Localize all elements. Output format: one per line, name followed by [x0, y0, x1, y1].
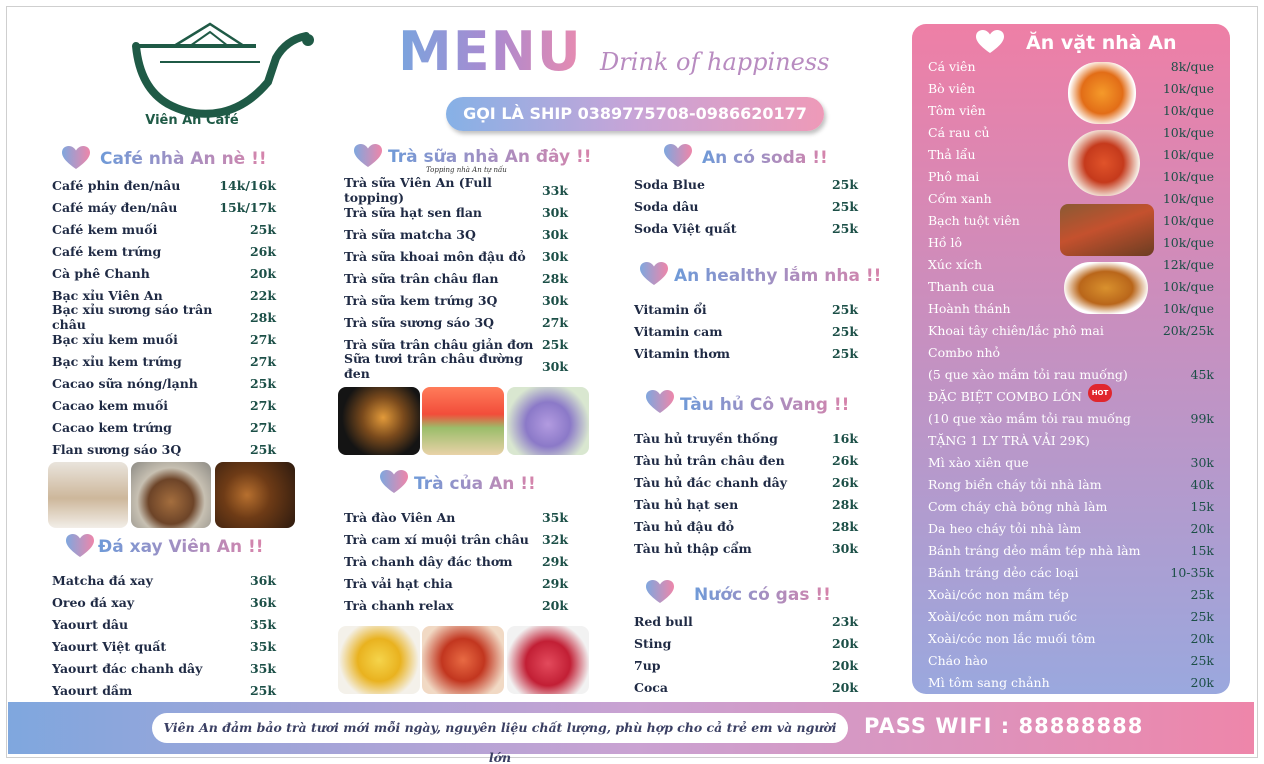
section-title-gas: Nước có gas !!	[694, 585, 831, 605]
menu-item	[52, 416, 276, 438]
menu-item	[344, 506, 568, 528]
trasua-photo-2	[422, 387, 504, 455]
item-name: Cacao kem trứng	[52, 419, 172, 435]
menu-item	[344, 351, 568, 381]
item-name: Bạc xỉu kem muối	[52, 331, 178, 347]
item-name: Cacao kem muối	[52, 397, 169, 413]
item-price: 35k	[249, 638, 276, 654]
tra-photo-1	[338, 626, 420, 694]
item-price: 30k	[541, 292, 568, 308]
footer-note: Viên An đảm bảo trà tươi mới mỗi ngày, nguyên liệu chất lượng, phù hợp cho cả trẻ em và người lớn	[152, 713, 848, 743]
item-name: Bò viên	[928, 80, 976, 96]
heart-icon	[354, 144, 382, 168]
menu-item	[928, 671, 1214, 693]
trasua-photo-1	[338, 387, 420, 455]
healthy-list	[634, 298, 858, 364]
item-price: 20k	[831, 679, 858, 695]
menu-item	[634, 342, 858, 364]
menu-item	[634, 173, 858, 195]
item-price: 36k	[249, 572, 276, 588]
item-price: 27k	[541, 314, 568, 330]
item-price: 25k	[249, 441, 276, 457]
item-name: Matcha đá xay	[52, 572, 153, 588]
item-name: Trà sữa khoai môn đậu đỏ	[344, 248, 526, 264]
item-price: 25k	[541, 336, 568, 352]
item-price: 26k	[831, 474, 858, 490]
item-name: Bạc xỉu Viên An	[52, 287, 163, 303]
item-price: 15k	[1190, 542, 1214, 558]
section-title-tauhu: Tàu hủ Cô Vang !!	[680, 395, 850, 415]
item-name: Cacao sữa nóng/lạnh	[52, 375, 198, 391]
menu-item	[344, 267, 568, 289]
cafe-photo-3	[215, 462, 295, 528]
item-name: Bạc xỉu kem trứng	[52, 353, 182, 369]
item-price: 35k	[249, 616, 276, 632]
menu-item	[928, 495, 1214, 517]
item-price: 33k	[541, 182, 568, 198]
menu-item	[928, 583, 1214, 605]
menu-item	[928, 429, 1214, 451]
item-price: 30k	[541, 226, 568, 242]
item-name: Trà chanh dây đác thơm	[344, 553, 513, 569]
item-price: 8k/que	[1170, 58, 1214, 74]
menu-item	[928, 55, 1214, 77]
item-name: Thanh cua	[928, 278, 995, 294]
heart-white-icon	[976, 30, 1004, 54]
wifi-password: PASS WIFI : 88888888	[864, 714, 1144, 738]
item-name: Hoành thánh	[928, 300, 1011, 316]
item-price: 20k	[1190, 520, 1214, 536]
item-price: 25k	[831, 176, 858, 192]
item-name: Tàu hủ hạt sen	[634, 496, 739, 512]
gas-list	[634, 610, 858, 698]
item-price: 25k	[249, 375, 276, 391]
item-price: 29k	[541, 553, 568, 569]
item-name: Tàu hủ đác chanh dây	[634, 474, 788, 490]
item-name: Soda Blue	[634, 176, 705, 192]
item-price: 10k/que	[1162, 278, 1214, 294]
item-price: 30k	[541, 204, 568, 220]
menu-item	[52, 635, 276, 657]
item-price: 10k/que	[1162, 190, 1214, 206]
item-name: Trà sữa Viên An (Full topping)	[344, 175, 492, 205]
item-price: 40k	[1190, 476, 1214, 492]
tra-photo-2	[422, 626, 504, 694]
item-price: 20k	[1190, 630, 1214, 646]
item-price: 14k/16k	[219, 177, 276, 193]
heart-icon	[66, 534, 94, 558]
item-name: Vitamin thơm	[634, 345, 730, 361]
heart-icon	[380, 470, 408, 494]
menu-item	[344, 528, 568, 550]
item-name: Cá viên	[928, 58, 976, 74]
item-price: 10k/que	[1162, 80, 1214, 96]
menu-item	[634, 493, 858, 515]
item-price: 26k	[831, 452, 858, 468]
item-name: Sting	[634, 635, 672, 651]
item-name: Café phin đen/nâu	[52, 177, 181, 193]
item-price: 27k	[249, 419, 276, 435]
item-price: 10k/que	[1162, 234, 1214, 250]
soda-list	[634, 173, 858, 239]
item-name: Trà chanh relax	[344, 597, 454, 613]
menu-item	[52, 262, 276, 284]
item-name: Rong biển cháy tỏi nhà làm	[928, 476, 1102, 492]
item-name: Red bull	[634, 613, 693, 629]
menu-item	[634, 515, 858, 537]
hot-badge: HOT	[1088, 384, 1112, 402]
item-name: Trà sữa matcha 3Q	[344, 226, 476, 242]
topping-note: Topping nhà An tự nấu	[426, 166, 507, 174]
item-price: 25k	[831, 301, 858, 317]
item-name: Trà sữa kem trứng 3Q	[344, 292, 498, 308]
menu-item	[928, 627, 1214, 649]
tra-photo-3	[507, 626, 589, 694]
menu-item	[634, 195, 858, 217]
item-name: Thả lẩu	[928, 146, 976, 162]
item-price: 25k	[249, 682, 276, 698]
item-price: 10k/que	[1162, 102, 1214, 118]
menu-item	[634, 676, 858, 698]
menu-item	[52, 613, 276, 635]
item-name: Coca	[634, 679, 668, 695]
menu-item	[52, 174, 276, 196]
item-name: Café kem trứng	[52, 243, 162, 259]
item-name: Mì xào xiên que	[928, 454, 1029, 470]
item-name: Cốm xanh	[928, 190, 992, 206]
item-name: Xoài/cóc non mắm tép	[928, 586, 1069, 602]
item-price: 20k	[831, 635, 858, 651]
item-name: Yaourt Việt quất	[52, 638, 167, 654]
menu-item	[344, 245, 568, 267]
heart-icon	[62, 146, 90, 170]
section-title-tra: Trà của An !!	[414, 474, 536, 494]
heart-icon	[640, 262, 668, 286]
menu-item	[928, 407, 1214, 429]
item-price: 20k	[1190, 674, 1214, 690]
item-name: Trà đào Viên An	[344, 509, 456, 525]
menu-item	[344, 572, 568, 594]
section-title-anvat: Ăn vặt nhà An	[1026, 32, 1177, 54]
item-price: 10k/que	[1162, 212, 1214, 228]
item-name: Cháo hào	[928, 652, 988, 668]
item-price: 27k	[249, 331, 276, 347]
menu-item	[52, 302, 276, 332]
menu-item	[344, 594, 568, 616]
item-name: (10 que xào mắm tỏi rau muống	[928, 410, 1131, 426]
item-name: Tàu hủ thập cẩm	[634, 540, 752, 556]
menu-item	[634, 298, 858, 320]
ship-phone-banner[interactable]: GỌI LÀ SHIP 0389775708-0986620177	[446, 97, 824, 131]
menu-item	[928, 473, 1214, 495]
menu-item	[634, 610, 858, 632]
item-name: Sữa tươi trân châu đường đen	[344, 351, 523, 381]
item-price: 27k	[249, 353, 276, 369]
item-name: Trà vải hạt chia	[344, 575, 453, 591]
item-name: Cơm cháy chà bông nhà làm	[928, 498, 1108, 514]
item-name: Trà sữa sương sáo 3Q	[344, 314, 495, 330]
menu-item	[52, 218, 276, 240]
menu-item	[52, 679, 276, 701]
menu-item	[928, 539, 1214, 561]
menu-title: MENU	[398, 20, 582, 83]
item-name: Flan sương sáo 3Q	[52, 441, 182, 457]
item-price: 10k/que	[1162, 300, 1214, 316]
item-name: Café kem muối	[52, 221, 158, 237]
menu-item	[634, 537, 858, 559]
item-price: 20k	[831, 657, 858, 673]
menu-item	[344, 311, 568, 333]
item-name: Bánh tráng dẻo các loại	[928, 564, 1079, 580]
menu-item	[52, 350, 276, 372]
item-name: Bạch tuột viên	[928, 212, 1020, 228]
section-title-healthy: An healthy lắm nha !!	[674, 266, 882, 286]
menu-item	[52, 591, 276, 613]
item-name: Yaourt đác chanh dây	[52, 660, 203, 676]
item-name: Phô mai	[928, 168, 980, 184]
section-title-daxay: Đá xay Viên An !!	[98, 537, 264, 557]
item-name: Vitamin cam	[634, 323, 723, 339]
menu-item	[344, 175, 568, 205]
item-price: 28k	[249, 309, 276, 325]
item-price: 10-35k	[1170, 564, 1214, 580]
item-price: 28k	[831, 496, 858, 512]
menu-item	[344, 289, 568, 311]
trasua-photo-3	[507, 387, 589, 455]
brand-name: Viên An Café	[145, 113, 239, 128]
item-price: 20k	[249, 265, 276, 281]
item-price: 10k/que	[1162, 124, 1214, 140]
menu-item	[634, 217, 858, 239]
menu-item	[928, 649, 1214, 671]
item-price: 15k/17k	[219, 199, 276, 215]
item-name: Combo nhỏ	[928, 344, 1001, 360]
trasua-list	[344, 175, 568, 381]
menu-item	[344, 223, 568, 245]
item-name: Café máy đen/nâu	[52, 199, 178, 215]
item-name: Trà sữa trân châu giản đơn	[344, 336, 534, 352]
item-name: Bánh tráng dẻo mắm tép nhà làm	[928, 542, 1141, 558]
menu-item	[928, 121, 1214, 143]
item-price: 36k	[249, 594, 276, 610]
item-price: 20k	[541, 597, 568, 613]
menu-item	[52, 394, 276, 416]
item-name: Xoài/cóc non lắc muối tôm	[928, 630, 1096, 646]
menu-item	[928, 385, 1214, 407]
item-price: 27k	[249, 397, 276, 413]
item-name: Da heo cháy tỏi nhà làm	[928, 520, 1082, 536]
item-name: Tàu hủ trân châu đen	[634, 452, 785, 468]
menu-item	[52, 569, 276, 591]
menu-item	[928, 561, 1214, 583]
item-name: Soda dâu	[634, 198, 699, 214]
item-price: 25k	[249, 221, 276, 237]
item-name: Cá rau củ	[928, 124, 990, 140]
item-price: 25k	[1190, 608, 1214, 624]
item-price: 29k	[541, 575, 568, 591]
item-price: 25k	[831, 220, 858, 236]
item-name: Hồ lô	[928, 234, 963, 250]
item-price: 25k	[1190, 586, 1214, 602]
item-price: 25k	[1190, 652, 1214, 668]
heart-icon	[646, 580, 674, 604]
menu-item	[928, 605, 1214, 627]
section-title-soda: An có soda !!	[702, 148, 828, 168]
item-name: Trà sữa hạt sen flan	[344, 204, 483, 220]
item-name: Khoai tây chiên/lắc phô mai	[928, 322, 1104, 338]
item-price: 99k	[1190, 410, 1214, 426]
item-name: (5 que xào mắm tỏi rau muống)	[928, 366, 1128, 382]
item-price: 23k	[831, 613, 858, 629]
cafe-photo-2	[131, 462, 211, 528]
cafe-photo-1	[48, 462, 128, 528]
item-name: Yaourt dầm	[52, 682, 133, 698]
item-price: 28k	[541, 270, 568, 286]
item-name: Trà sữa trân châu flan	[344, 270, 499, 286]
item-price: 22k	[249, 287, 276, 303]
section-title-cafe: Café nhà An nè !!	[100, 149, 267, 169]
section-title-trasua: Trà sữa nhà An đây !!	[388, 147, 592, 167]
item-name: Tàu hủ đậu đỏ	[634, 518, 735, 534]
menu-item	[928, 319, 1214, 341]
item-name: Soda Việt quất	[634, 220, 737, 236]
menu-item	[928, 451, 1214, 473]
item-name: Xúc xích	[928, 256, 983, 272]
item-price: 28k	[831, 518, 858, 534]
snack-photo-1	[1068, 62, 1136, 124]
item-price: 25k	[831, 323, 858, 339]
menu-item	[634, 632, 858, 654]
menu-item	[344, 550, 568, 572]
snack-photo-4	[1064, 262, 1148, 314]
heart-icon	[646, 390, 674, 414]
menu-item	[52, 240, 276, 262]
item-price: 30k	[541, 358, 568, 374]
item-price: 30k	[1190, 454, 1214, 470]
menu-item	[52, 438, 276, 460]
item-price: 30k	[541, 248, 568, 264]
item-name: Vitamin ổi	[634, 301, 707, 317]
menu-item	[634, 471, 858, 493]
item-price: 10k/que	[1162, 146, 1214, 162]
snack-photo-2	[1068, 130, 1140, 196]
item-price: 32k	[541, 531, 568, 547]
item-name: TẶNG 1 LY TRÀ VẢI 29K)	[928, 432, 1090, 448]
item-price: 15k	[1190, 498, 1214, 514]
item-name: Oreo đá xay	[52, 594, 135, 610]
menu-item	[634, 654, 858, 676]
item-name: Trà cam xí muội trân châu	[344, 531, 529, 547]
menu-item	[52, 372, 276, 394]
item-name: Mì tôm sang chảnh	[928, 674, 1050, 690]
item-name: ĐẶC BIỆT COMBO LỚN	[928, 388, 1082, 404]
daxay-list	[52, 569, 276, 701]
item-price: 25k	[831, 345, 858, 361]
item-price: 26k	[249, 243, 276, 259]
menu-item	[928, 517, 1214, 539]
menu-item	[634, 449, 858, 471]
heart-icon	[664, 144, 692, 168]
item-name: Tôm viên	[928, 102, 986, 118]
item-name: Cà phê Chanh	[52, 265, 150, 281]
item-price: 35k	[541, 509, 568, 525]
tra-list	[344, 506, 568, 616]
item-name: Bạc xỉu sương sáo trân châu	[52, 302, 213, 332]
snack-photo-3	[1060, 204, 1154, 256]
tauhu-list	[634, 427, 858, 559]
item-price: 45k	[1190, 366, 1214, 382]
cafe-list	[52, 174, 276, 460]
item-price: 10k/que	[1162, 168, 1214, 184]
menu-item	[52, 657, 276, 679]
menu-item	[928, 341, 1214, 363]
item-price: 16k	[831, 430, 858, 446]
item-name: Yaourt dâu	[52, 616, 129, 632]
menu-item	[928, 363, 1214, 385]
item-name: 7up	[634, 657, 661, 673]
item-price: 20k/25k	[1162, 322, 1214, 338]
item-name: Tàu hủ truyền thống	[634, 430, 778, 446]
menu-item	[52, 196, 276, 218]
item-name: Xoài/cóc non mắm ruốc	[928, 608, 1077, 624]
tagline: Drink of happiness	[600, 48, 830, 76]
item-price: 30k	[831, 540, 858, 556]
menu-item	[634, 320, 858, 342]
item-price: 25k	[831, 198, 858, 214]
item-price: 12k/que	[1162, 256, 1214, 272]
item-price: 35k	[249, 660, 276, 676]
menu-item	[634, 427, 858, 449]
